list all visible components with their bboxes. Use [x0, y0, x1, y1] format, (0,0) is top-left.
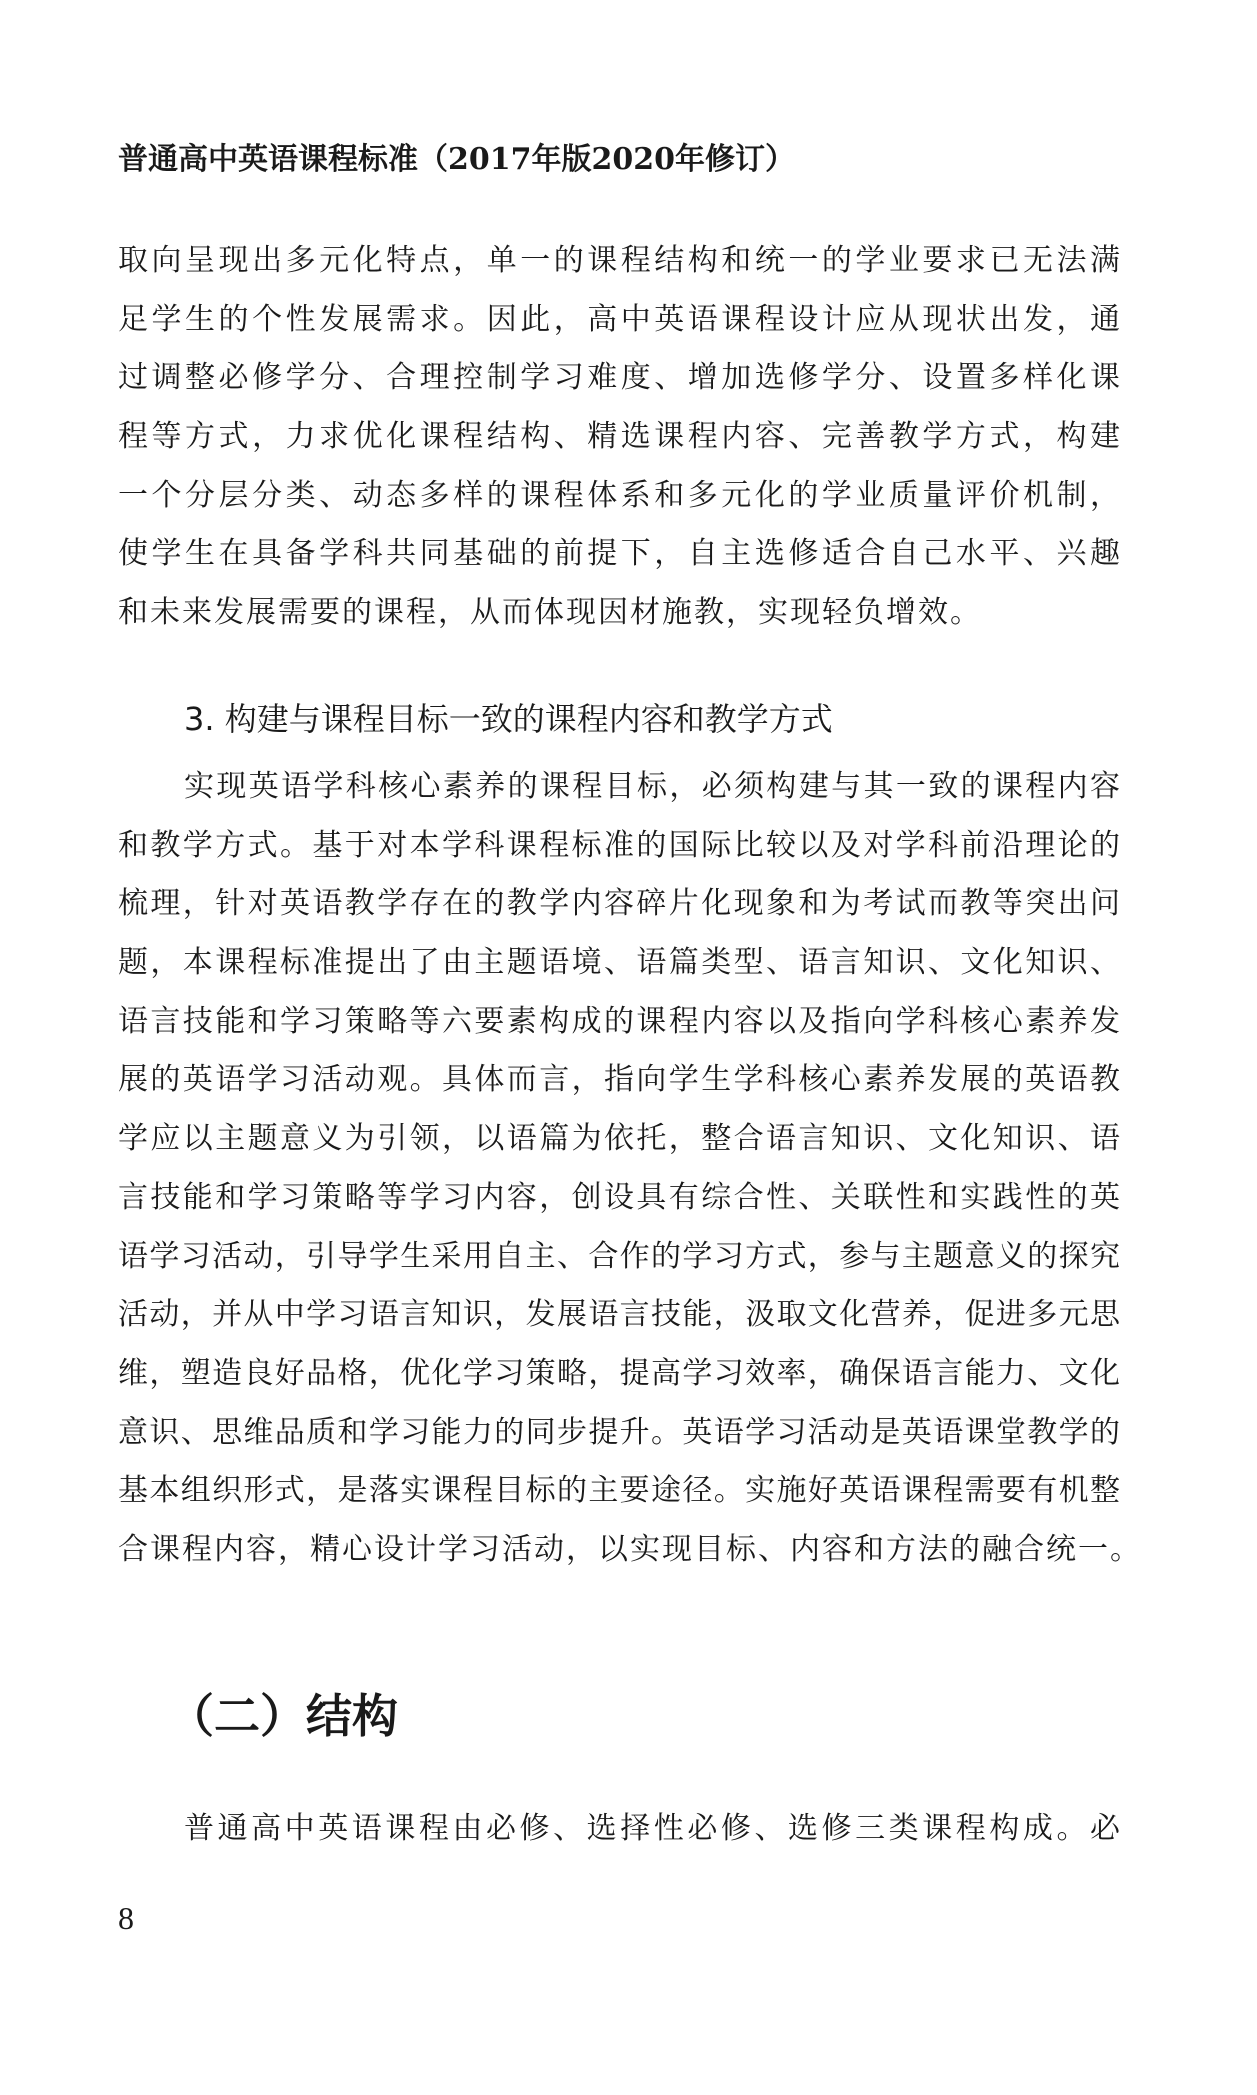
text-line: 普通高中英语课程由必修、选择性必修、选修三类课程构成。必 [184, 1811, 1120, 1846]
text-line: 一个分层分类、动态多样的课程体系和多元化的学业质量评价机制， [118, 477, 1120, 513]
text-line: 题，本课程标准提出了由主题语境、语篇类型、语言知识、文化知识、 [118, 945, 1120, 981]
text-line: 过调整必修学分、合理控制学习难度、增加选修学分、设置多样化课 [118, 360, 1120, 396]
paragraph-3 [118, 1800, 1120, 1859]
subheading: 3. 构建与课程目标一致的课程内容和教学方式 [184, 700, 833, 738]
text-line: 语言技能和学习策略等六要素构成的课程内容以及指向学科核心素养发 [118, 1003, 1120, 1039]
text-line: 使学生在具备学科共同基础的前提下，自主选修适合自己水平、兴趣 [118, 536, 1120, 572]
text-line: 意识、思维品质和学习能力的同步提升。英语学习活动是英语课堂教学的 [118, 1414, 1120, 1450]
paragraph-2 [118, 758, 1142, 1580]
page-number: 8 [118, 1900, 134, 1936]
text-line: 合课程内容，精心设计学习活动，以实现目标、内容和方法的融合统一。 [118, 1531, 1142, 1567]
text-line: 和未来发展需要的课程，从而体现因材施教，实现轻负增效。 [118, 595, 982, 631]
text-line: 程等方式，力求优化课程结构、精选课程内容、完善教学方式，构建 [118, 419, 1120, 455]
text-line: 语学习活动，引导学生采用自主、合作的学习方式，参与主题意义的探究 [118, 1238, 1120, 1274]
text-line: 维，塑造良好品格，优化学习策略，提高学习效率，确保语言能力、文化 [118, 1355, 1120, 1391]
section-heading: （二）结构 [168, 1689, 398, 1743]
running-head: 普通高中英语课程标准（2017年版2020年修订） [118, 142, 795, 177]
text-line: 言技能和学习策略等学习内容，创设具有综合性、关联性和实践性的英 [118, 1179, 1120, 1215]
text-line: 梳理，针对英语教学存在的教学内容碎片化现象和为考试而教等突出问 [118, 886, 1120, 922]
text-line: 学应以主题意义为引领，以语篇为依托，整合语言知识、文化知识、语 [118, 1121, 1120, 1157]
text-line: 足学生的个性发展需求。因此，高中英语课程设计应从现状出发，通 [118, 301, 1120, 337]
text-line: 活动，并从中学习语言知识，发展语言技能，汲取文化营养，促进多元思 [118, 1297, 1120, 1333]
paragraph-1 [118, 232, 1120, 643]
text-line: 展的英语学习活动观。具体而言，指向学生学科核心素养发展的英语教 [118, 1062, 1120, 1098]
text-line: 取向呈现出多元化特点，单一的课程结构和统一的学业要求已无法满 [118, 243, 1120, 278]
text-line: 和教学方式。基于对本学科课程标准的国际比较以及对学科前沿理论的 [118, 827, 1120, 863]
text-line: 基本组织形式，是落实课程目标的主要途径。实施好英语课程需要有机整 [118, 1473, 1120, 1509]
text-line: 实现英语学科核心素养的课程目标，必须构建与其一致的课程内容 [184, 769, 1120, 804]
